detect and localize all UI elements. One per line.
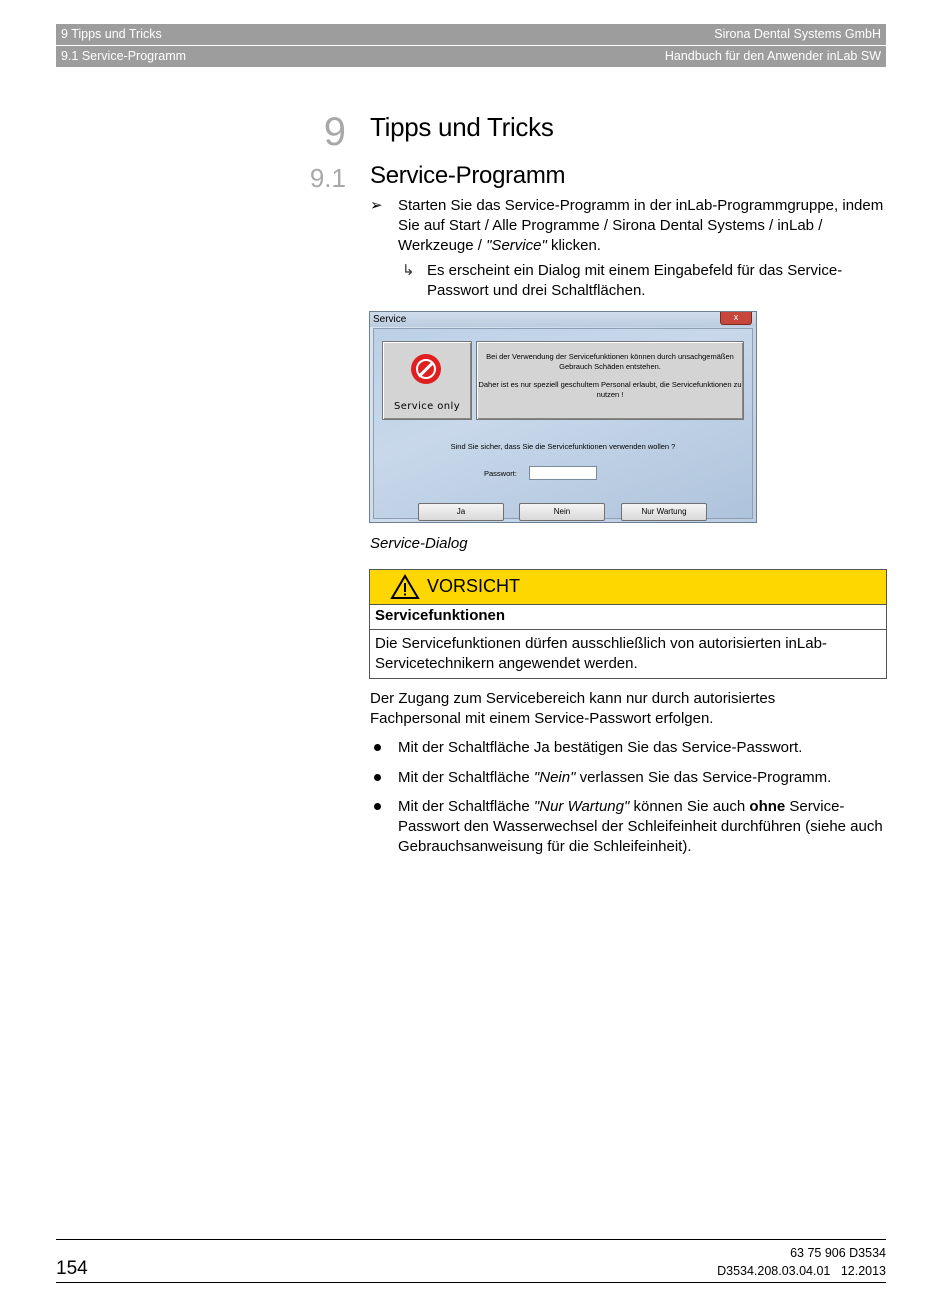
list-text-mid: können Sie auch: [629, 798, 750, 815]
service-only-label: Service only: [393, 401, 461, 412]
section-title: Service-Programm: [370, 162, 566, 189]
header-company: Sirona Dental Systems GmbH: [714, 27, 881, 41]
footer-date: 12.2013: [840, 1264, 886, 1278]
list-text-start: Mit der Schaltfläche: [398, 769, 534, 786]
bullet-icon: [374, 803, 381, 810]
figure-caption: Service-Dialog: [370, 535, 468, 552]
list-text-end: Service-Passwort den Wasserwechsel der Schleifeinheit durchführen (siehe auch Gebrauchsanweisung für die Schleifeinheit).: [398, 798, 883, 855]
list-text-nein: "Nein": [533, 769, 576, 786]
warning-header: [370, 570, 886, 605]
list-text-nur-wartung: "Nur Wartung": [533, 798, 630, 815]
step-text-start: Starten Sie das Service-Programm in der inLab-Programmgruppe, indem Sie auf Start / Alle Programme / Sirona Dental Systems / inLab / Werkzeuge /: [398, 197, 884, 254]
footer-doc-number: 63 75 906 D3534: [790, 1246, 886, 1260]
dialog-body: [373, 328, 753, 519]
chapter-title: Tipps und Tricks: [370, 112, 554, 142]
warning-title: Servicefunktionen: [375, 607, 506, 624]
dialog-info-text-2: Daher ist es nur speziell geschultem Personal erlaubt, die Servicefunktionen zu nutzen !: [478, 380, 742, 399]
footer-rule-top: [56, 1239, 886, 1240]
yes-button[interactable]: Ja: [418, 503, 504, 521]
password-input[interactable]: [529, 466, 597, 480]
service-only-button[interactable]: [382, 341, 472, 420]
dialog-titlebar: [370, 312, 756, 327]
list-text-end: verlassen Sie das Service-Programm.: [575, 769, 832, 786]
bullet-icon: [374, 774, 381, 781]
result-text: Es erscheint ein Dialog mit einem Eingabefeld für das Service-Passwort und drei Schaltflächen.: [427, 262, 843, 299]
step-text: [398, 196, 886, 256]
step-text-end: klicken.: [546, 237, 601, 254]
step-text-service: "Service": [486, 237, 547, 254]
header-section: 9.1 Service-Programm: [61, 49, 187, 63]
footer-doc-id: [717, 1264, 886, 1278]
dialog-title: Service: [373, 314, 407, 325]
header-manual: Handbuch für den Anwender inLab SW: [664, 49, 881, 63]
step-arrow-icon: ➢: [370, 197, 383, 214]
dialog-question: Sind Sie sicher, dass Sie die Servicefunktionen verwenden wollen ?: [450, 442, 676, 451]
warning-divider: [370, 629, 886, 630]
warning-triangle-icon: [390, 574, 420, 600]
prohibited-icon: [411, 354, 441, 384]
bullet-icon: [374, 744, 381, 751]
maintenance-only-button[interactable]: Nur Wartung: [621, 503, 707, 521]
page-header: [56, 24, 886, 67]
dialog-info-box: [476, 341, 744, 420]
warning-text: Die Servicefunktionen dürfen ausschließlich von autorisierten inLab-Servicetechnikern angewendet werden.: [375, 635, 827, 672]
result-arrow-icon: ↳: [402, 262, 415, 279]
dialog-info-text-1: Bei der Verwendung der Servicefunktionen können durch unsachgemäßen Gebrauch Schäden entstehen.: [486, 352, 734, 371]
header-chapter: 9 Tipps und Tricks: [61, 27, 162, 41]
chapter-number: 9: [323, 110, 346, 154]
list-text-ohne: ohne: [749, 798, 786, 815]
list-item-text: Mit der Schaltfläche Ja bestätigen Sie das Service-Passwort.: [398, 739, 803, 756]
password-label: Passwort:: [484, 469, 517, 478]
list-text-start: Mit der Schaltfläche: [398, 798, 534, 815]
access-paragraph: Der Zugang zum Servicebereich kann nur durch autorisiertes Fachpersonal mit einem Service-Passwort erfolgen.: [370, 690, 776, 727]
list-item-text: [398, 797, 886, 857]
page-number: 154: [56, 1258, 88, 1279]
no-button[interactable]: Nein: [519, 503, 605, 521]
warning-box: [369, 569, 887, 679]
warning-label: VORSICHT: [427, 576, 521, 596]
footer-doc-code: D3534.208.03.04.01: [717, 1264, 831, 1278]
close-icon[interactable]: x: [720, 312, 752, 325]
footer-rule-bottom: [56, 1282, 886, 1283]
service-dialog-screenshot: [369, 311, 757, 523]
section-number: 9.1: [309, 163, 346, 193]
list-item-text: [398, 768, 886, 788]
